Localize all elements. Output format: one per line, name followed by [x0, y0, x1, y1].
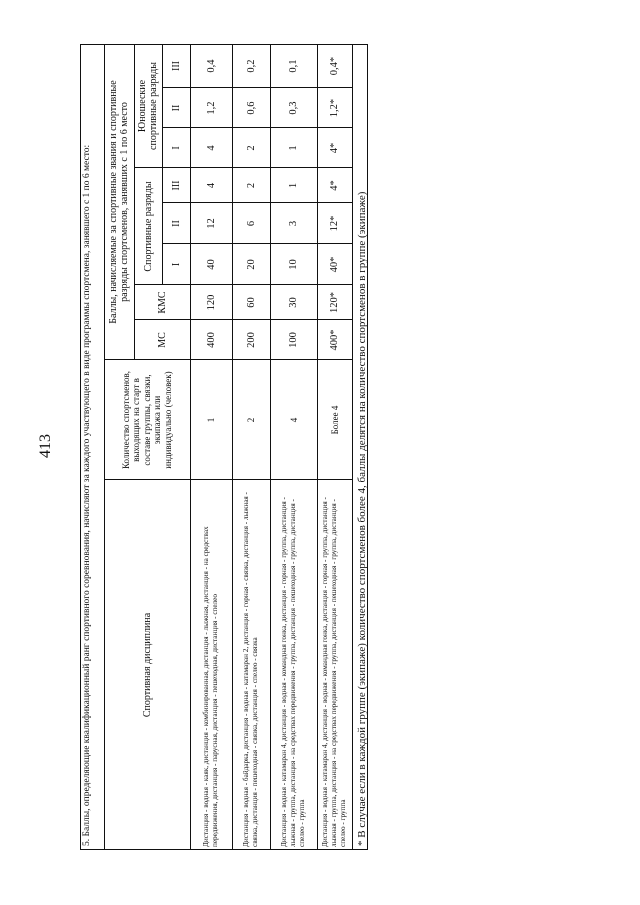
row-4-r3: 4*	[329, 180, 340, 191]
grid-line	[162, 243, 352, 244]
grid-line	[104, 44, 105, 850]
row-2-y1: 2	[245, 145, 257, 151]
header-youth-2: II	[170, 104, 182, 112]
row-2-r3: 2	[245, 182, 257, 189]
grid-line	[317, 44, 318, 850]
header-points: Баллы, начисляемые за спортивные звания и спортивные разряды спортсменов, занявших с 1 по 6 место	[108, 80, 130, 324]
row-2-r2: 6	[245, 220, 257, 227]
page-number: 413	[37, 434, 54, 458]
row-1-r1: 40	[205, 259, 217, 270]
grid-line	[162, 87, 352, 88]
header-count: Количество спортсменов, выходящих на старт в составе группы, связки, экипажа или индивидуально (человек)	[120, 370, 173, 470]
row-2-discipline: Дистанция - водная - байдарка, дистанция - водная - катамаран 2, дистанция - горная - связка, дистанция - лыжная - связка, дистанция - пешеходная - связка, дистанция - спелео - связка	[242, 492, 259, 847]
row-3-kms: 30	[288, 297, 299, 308]
header-youth-3: III	[170, 61, 182, 71]
row-4-y1: 4*	[329, 142, 340, 154]
row-3-r3: 1	[288, 182, 299, 189]
header-sport-ranks: Спортивные разряды	[142, 181, 154, 272]
header-kms: КМС	[156, 291, 168, 314]
row-3-y1: 1	[288, 145, 299, 151]
row-4-r2: 12*	[329, 215, 340, 232]
row-1-r3: 4	[205, 182, 217, 189]
grid-line	[134, 284, 352, 285]
grid-line	[104, 359, 352, 360]
row-1-y1: 4	[205, 145, 217, 151]
row-1-y2: 1,2	[205, 101, 217, 115]
row-3-y3: 0,1	[288, 59, 299, 73]
row-1-count: 1	[206, 417, 216, 423]
footnote: * В случае если в каждой группе (экипаже) количество спортсменов более 4, баллы делятся на количество спортсменов в группе (экипаже)	[356, 191, 368, 846]
header-rank-2: II	[170, 220, 182, 227]
row-1-kms: 120	[205, 294, 217, 311]
section-title: 5. Баллы, определяющие квалификационный ранг спортивного соревнования, начисляют за каждого участвующего в виде программы спортсмена, занявшего с 1 по 6 место:	[82, 144, 92, 846]
row-1-ms: 400	[205, 332, 217, 348]
row-4-discipline: Дистанция - водная - катамаран 4, дистанция - водная - командная гонка, дистанция - горная - группа, дистанция - лыжная - группа, дистанция - на средствах передвижения - группа, дистанция - пешеходная - группа, дистанция - спелео - группа	[321, 497, 347, 847]
row-2-r1: 20	[245, 259, 257, 270]
row-2-y3: 0,2	[245, 59, 257, 73]
row-1-discipline: Дистанция - водная - каяк, дистанция - комбинированная, дистанция - лыжная, дистанция - на средствах передвижения, дистанция - парусная, дистанция - пешеходная, дистанция - спелео	[202, 526, 219, 847]
row-1-y3: 0,4	[205, 59, 217, 73]
grid-line	[162, 44, 163, 285]
header-rank-1: I	[170, 262, 182, 267]
row-4-r1: 40*	[329, 256, 340, 273]
row-1-r2: 12	[205, 218, 217, 229]
grid-line	[352, 44, 353, 850]
row-4-ms: 400*	[329, 329, 340, 351]
grid-line	[162, 202, 352, 203]
row-3-ms: 100	[288, 332, 299, 348]
rotated-table-page	[80, 44, 368, 850]
header-ms: МС	[156, 332, 168, 348]
header-rank-3: III	[170, 180, 182, 191]
grid-line	[190, 44, 191, 850]
grid-line	[270, 44, 271, 850]
row-3-y2: 0,3	[288, 101, 299, 115]
header-youth-ranks: Юношеские спортивные разряды	[137, 62, 159, 150]
row-3-r1: 10	[288, 259, 299, 270]
header-discipline: Спортивная дисциплина	[141, 612, 153, 718]
row-2-y2: 0,6	[245, 101, 257, 115]
grid-line	[134, 167, 352, 168]
grid-line	[104, 479, 352, 480]
row-3-count: 4	[288, 417, 299, 423]
grid-line	[134, 44, 135, 360]
header-youth-1: I	[170, 146, 182, 150]
row-2-ms: 200	[245, 332, 257, 348]
grid-line	[162, 127, 352, 128]
row-2-kms: 60	[245, 297, 257, 308]
row-4-count: Более 4	[329, 405, 340, 435]
row-2-count: 2	[246, 417, 256, 423]
row-4-y3: 0,4*	[329, 56, 340, 76]
row-4-kms: 120*	[329, 292, 340, 313]
row-3-discipline: Дистанция - водная - катамаран 4, дистанция - водная - командная гонка, дистанция - горная - группа, дистанция - лыжная - группа, дистанция - на средствах передвижения - группа, дистанция - пешеходная - группа, дистанция - спелео - группа	[280, 497, 306, 847]
row-4-y2: 1,2*	[329, 98, 340, 118]
row-3-r2: 3	[288, 220, 299, 227]
grid-line	[134, 319, 352, 320]
grid-line	[232, 44, 233, 850]
